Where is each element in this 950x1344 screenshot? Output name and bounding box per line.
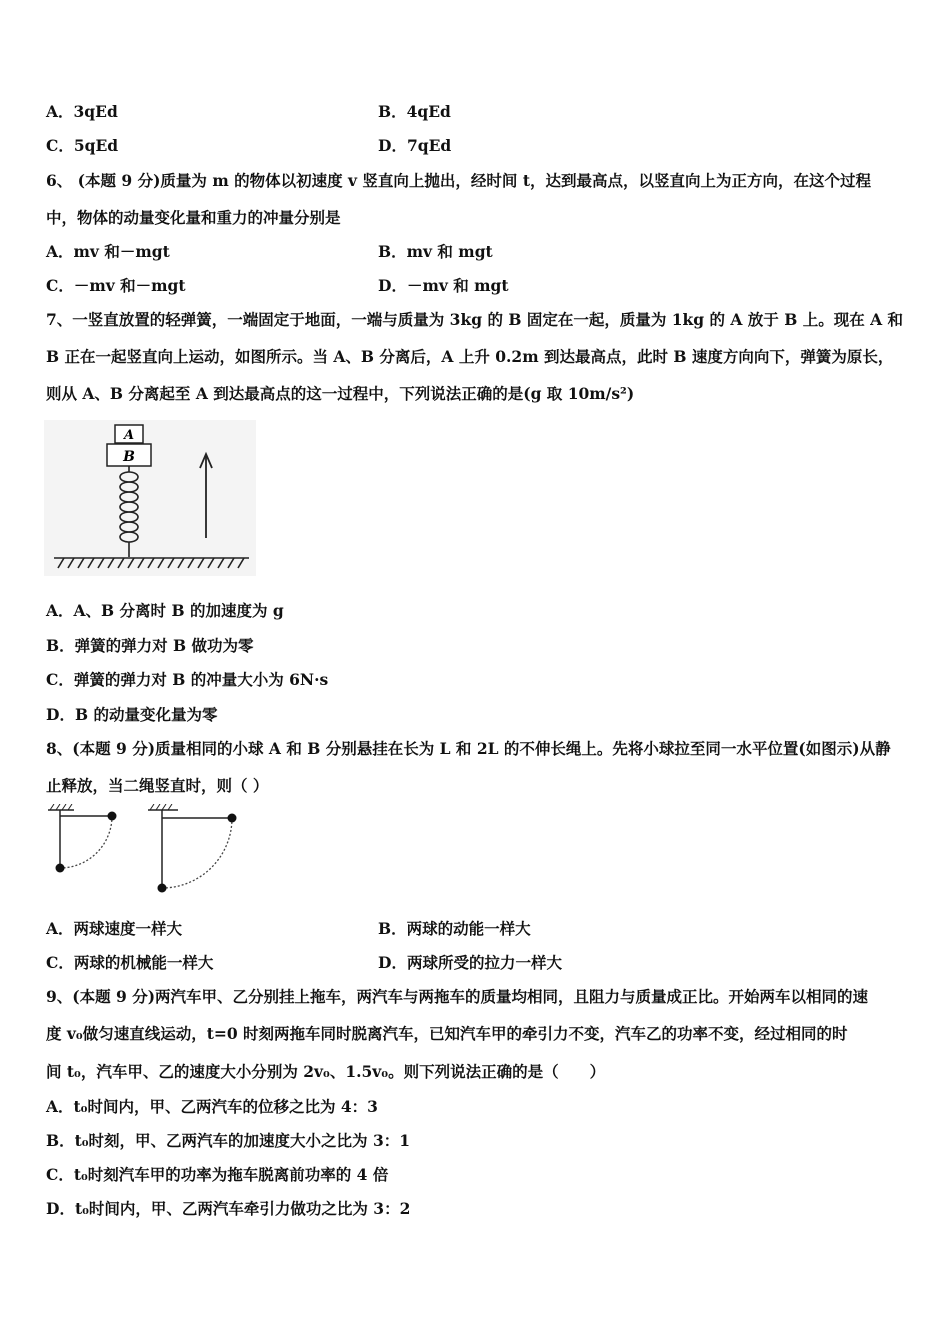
q9-option-d: D．t₀时间内，甲、乙两汽车牵引力做功之比为 3：2: [46, 1199, 411, 1218]
q7-option-d: D．B 的动量变化量为零: [46, 705, 218, 724]
q7-stem-line-2: B 正在一起竖直向上运动，如图所示。当 A、B 分离后，A 上升 0.2m 到达最高点，此时 B 速度方向向下，弹簧为原长，: [46, 347, 894, 366]
q5-option-b: B．4qEd: [378, 102, 451, 121]
q7-option-b: B．弹簧的弹力对 B 做功为零: [46, 636, 254, 655]
q9-stem-line-2: 度 v₀做匀速直线运动，t=0 时刻两拖车同时脱离汽车，已知汽车甲的牵引力不变，汽车乙的功率不变，经过相同的时: [46, 1024, 848, 1043]
pendulum-long: [148, 804, 237, 893]
q9-option-b: B．t₀时刻，甲、乙两汽车的加速度大小之比为 3：1: [46, 1131, 411, 1150]
q6-option-b: B．mv 和 mgt: [378, 242, 493, 261]
q8-stem-line-1: 8、(本题 9 分)质量相同的小球 A 和 B 分别悬挂在长为 L 和 2L 的不伸长绳上。先将小球拉至同一水平位置(如图示)从静: [46, 739, 891, 758]
q5-option-a: A．3qEd: [46, 102, 118, 121]
q9-stem-line-1: 9、(本题 9 分)两汽车甲、乙分别挂上拖车，两汽车与两拖车的质量均相同，且阻力与质量成正比。开始两车以相同的速: [46, 987, 869, 1006]
q8-pendulum-figure: [44, 804, 254, 900]
block-a-label: A: [123, 428, 135, 443]
q9-stem-line-3: 间 t₀，汽车甲、乙的速度大小分别为 2v₀、1.5v₀。则下列说法正确的是（ ）: [46, 1062, 606, 1081]
q8-stem-line-2: 止释放，当二绳竖直时，则（ ）: [46, 776, 269, 795]
q8-option-c: C．两球的机械能一样大: [46, 953, 214, 972]
q8-option-b: B．两球的动能一样大: [378, 919, 531, 938]
q6-option-d: D．－mv 和 mgt: [378, 276, 509, 295]
q6-option-c: C．－mv 和－mgt: [46, 276, 186, 295]
block-b-label: B: [123, 449, 135, 465]
q5-option-c: C．5qEd: [46, 136, 119, 155]
q6-option-a: A．mv 和－mgt: [46, 242, 170, 261]
q9-option-a: A．t₀时间内，甲、乙两汽车的位移之比为 4：3: [46, 1097, 378, 1116]
q8-option-d: D．两球所受的拉力一样大: [378, 953, 562, 972]
q6-stem-line-1: 6、 (本题 9 分)质量为 m 的物体以初速度 v 竖直向上抛出，经时间 t，达到最高点，以竖直向上为正方向，在这个过程: [46, 171, 871, 190]
q7-spring-figure: [44, 420, 256, 576]
pendulum-short: [48, 804, 117, 873]
q7-stem-line-3: 则从 A、B 分离起至 A 到达最高点的这一过程中，下列说法正确的是(g 取 10m/s²): [46, 384, 635, 403]
q8-option-a: A．两球速度一样大: [46, 919, 183, 938]
q7-option-a: A．A、B 分离时 B 的加速度为 g: [46, 601, 284, 620]
q7-stem-line-1: 7、一竖直放置的轻弹簧，一端固定于地面，一端与质量为 3kg 的 B 固定在一起，质量为 1kg 的 A 放于 B 上。现在 A 和: [46, 310, 904, 329]
q9-option-c: C．t₀时刻汽车甲的功率为拖车脱离前功率的 4 倍: [46, 1165, 389, 1184]
q7-option-c: C．弹簧的弹力对 B 的冲量大小为 6N·s: [46, 670, 329, 689]
q5-option-d: D．7qEd: [378, 136, 452, 155]
q6-stem-line-2: 中，物体的动量变化量和重力的冲量分别是: [46, 208, 341, 227]
